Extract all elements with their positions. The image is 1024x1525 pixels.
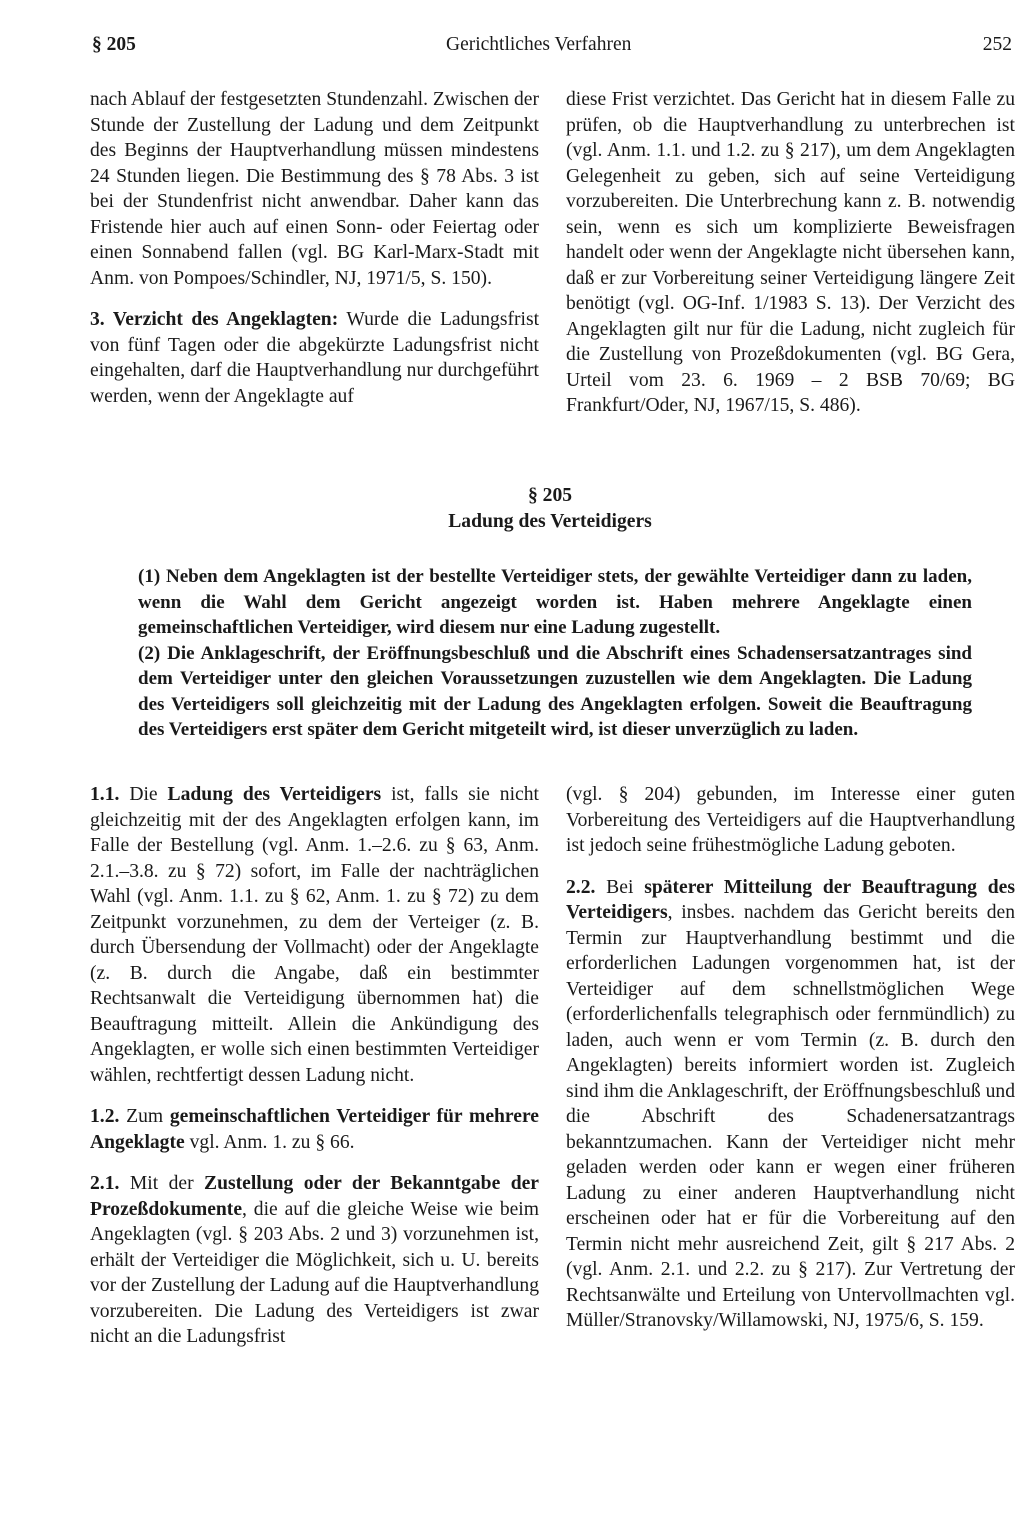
header-title: Gerichtliches Verfahren [446, 34, 632, 55]
commentary-paragraph [90, 782, 539, 1088]
paragraph [90, 87, 539, 291]
emphasis-text: Zustellung oder der Bekanntgabe der Prozeßdokumente [90, 1173, 539, 1220]
commentary-paragraph [90, 1104, 539, 1155]
emphasis-text: späterer Mitteilung der Beauftragung des Verteidigers [566, 876, 1015, 923]
paragraph [566, 87, 1015, 419]
paragraph-text: , insbes. nachdem das Gericht bereits den Termin zur Hauptverhandlung bestimmt und die erforderlichen Ladungen vorgenommen hat, ist der Verteidiger auf dem schnellstmöglichen Wege (erforderlichenfalls telegraphisch oder fernmündlich) zu laden, auch wenn er vom Termin (z. B. durch den Angeklagten) bereits informiert worden ist. Zugleich sind ihm die Anklageschrift, der Eröffnungsbeschluß und die Abschrift des Schadenersatzantrags bekanntzumachen. Kann der Verteidiger nicht mehr geladen werden oder kann er wegen einer früheren Ladung zu einer anderen Hauptverhandlung nicht erscheinen oder hat er für die Vorbereitung auf den Termin nicht mehr ausreichend Zeit, gilt § 217 Abs. 2 (vgl. Anm. 2.1. und 2.2. zu § 217). Zur Vertretung der Rechtsanwälte und Erteilung von Untervollmachten vgl. Müller/Stranovsky/Willamowski, NJ, 1975/6, S. 159. [566, 902, 1015, 1331]
commentary-left-column [90, 782, 539, 1366]
paragraph-text: vgl. Anm. 1. zu § 66. [184, 1131, 355, 1153]
paragraph-text: Bei [595, 876, 645, 898]
paragraph-text: , die auf die gleiche Weise wie beim Angeklagten (vgl. § 203 Abs. 2 und 3) vorzunehmen ist, erhält der Verteidiger die Möglichkeit, sich u. U. bereits vor der Zustellung der Ladung auf die Hauptverhandlung vorzubereiten. Die Ladung des Verteidigers ist zwar nicht an die Ladungsfrist [90, 1198, 539, 1347]
paragraph-text: diese Frist verzichtet. Das Gericht hat in diesem Falle zu prüfen, ob die Hauptverhandlung zu unterbrechen ist (vgl. Anm. 1.1. und 1.2. zu § 217), um dem Angeklagten Gelegenheit zu geben, sich auf seine Verteidigung vorzubereiten. Die Unterbrechung kann z. B. notwendig sein, wenn es sich um komplizierte Beweisfragen handelt oder wenn der Angeklagte nicht übersehen kann, daß er zur Vorbereitung seiner Verteidigung längere Zeit benötigt (vgl. OG-Inf. 1/1983 S. 13). Der Verzicht des Angeklagten gilt nur für die Ladung, nicht zugleich für die Zustellung von Prozeßdokumenten (vgl. BG Gera, Urteil vom 23. 6. 1969 – 2 BSB 70/69; BG Frankfurt/Oder, NJ, 1967/15, S. 486). [566, 89, 1015, 416]
paragraph-text: (vgl. § 204) gebunden, im Interesse einer guten Vorbereitung des Verteidigers auf die Hauptverhandlung ist jedoch seine frühestmögliche Ladung geboten. [566, 784, 1015, 856]
section-heading [0, 483, 1024, 535]
paragraph-text: Wurde die Ladungsfrist von fünf Tagen oder die abgekürzte Ladungsfrist nicht eingehalten, darf die Hauptverhandlung nur durchgeführt werden, wenn der Angeklagte auf [90, 309, 540, 407]
top-right-column [566, 87, 1015, 435]
page-header [92, 34, 1012, 64]
commentary-right-column [566, 782, 1015, 1350]
commentary-paragraph [566, 782, 1015, 859]
emphasis-text: gemeinschaftlichen Verteidiger für mehrere Angeklagte [90, 1106, 539, 1153]
statute-text [138, 564, 972, 743]
paragraph [90, 307, 539, 409]
header-section-number: § 205 [92, 34, 136, 55]
note-number: 2.2. [566, 876, 596, 898]
note-number: 1.1. [90, 784, 120, 805]
paragraph-text: Die [119, 784, 168, 805]
commentary-paragraph [566, 875, 1015, 1334]
emphasis-text: Ladung des Verteidigers [167, 784, 382, 805]
paragraph-text: nach Ablauf der festgesetzten Stundenzahl. Zwischen der Stunde der Zustellung der Ladung und dem Zeitpunkt des Beginns der Hauptverhandlung müssen mindestens 24 Stunden liegen. Die Bestimmung des § 78 Abs. 3 ist bei der Stundenfrist nicht anwendbar. Daher kann das Fristende hier auch auf einen Sonn- oder Feiertag oder einen Sonnabend fallen (vgl. BG Karl-Marx-Stadt mit Anm. von Pompoes/Schindler, NJ, 1971/5, S. 150). [90, 89, 539, 289]
paragraph-text: Mit der [119, 1173, 205, 1194]
note-number: 2.1. [90, 1173, 120, 1194]
paragraph-heading: 3. Verzicht des Angeklagten: [90, 309, 339, 330]
statute-paragraph-1: (1) Neben dem Angeklagten ist der bestellte Verteidiger stets, der gewählte Verteidiger dann zu laden, wenn die Wahl dem Gericht angezeigt worden ist. Haben mehrere Angeklagte einen gemeinschaftlichen Verteidiger, wird diesem nur eine Ladung zugestellt. [138, 566, 972, 638]
section-title: Ladung des Verteidigers [448, 511, 652, 532]
top-left-column [90, 87, 539, 425]
note-number: 1.2. [90, 1106, 120, 1127]
paragraph-text: ist, falls sie nicht gleichzeitig mit der des Angeklagten erfolgen kann, im Falle der Bestellung (vgl. Anm. 1.–2.6. zu § 63, Anm. 2.1.–3.8. zu § 72) sofort, im Falle der nachträglichen Wahl (vgl. Anm. 1.1. zu § 62, Anm. 1. zu § 72) zu dem Zeitpunkt vorzunehmen, zu dem der Verteiger (z. B. durch Übersendung der Vollmacht) oder der Angeklagte (z. B. durch die Angabe, daß ein bestimmter Rechtsanwalt die Verteidigung übernommen hat) die Beauftragung mitteilt. Allein die Ankündigung des Angeklagten, er wolle sich einen bestimmten Verteidiger wählen, rechtfertigt dessen Ladung nicht. [90, 784, 539, 1086]
section-number: § 205 [527, 485, 573, 506]
commentary-paragraph [90, 1171, 539, 1350]
statute-paragraph-2: (2) Die Anklageschrift, der Eröffnungsbeschluß und die Abschrift eines Schadensersatzantrages sind dem Verteidiger unter den gleichen Voraussetzungen zuzustellen wie dem Angeklagten. Die Ladung des Verteidigers soll gleichzeitig mit der Ladung des Angeklagten erfolgen. Soweit die Beauftragung des Verteidigers erst später dem Gericht mitgeteilt wird, ist dieser unverzüglich zu laden. [138, 642, 972, 740]
paragraph-text: Zum [119, 1106, 170, 1127]
page-number: 252 [982, 34, 1012, 55]
